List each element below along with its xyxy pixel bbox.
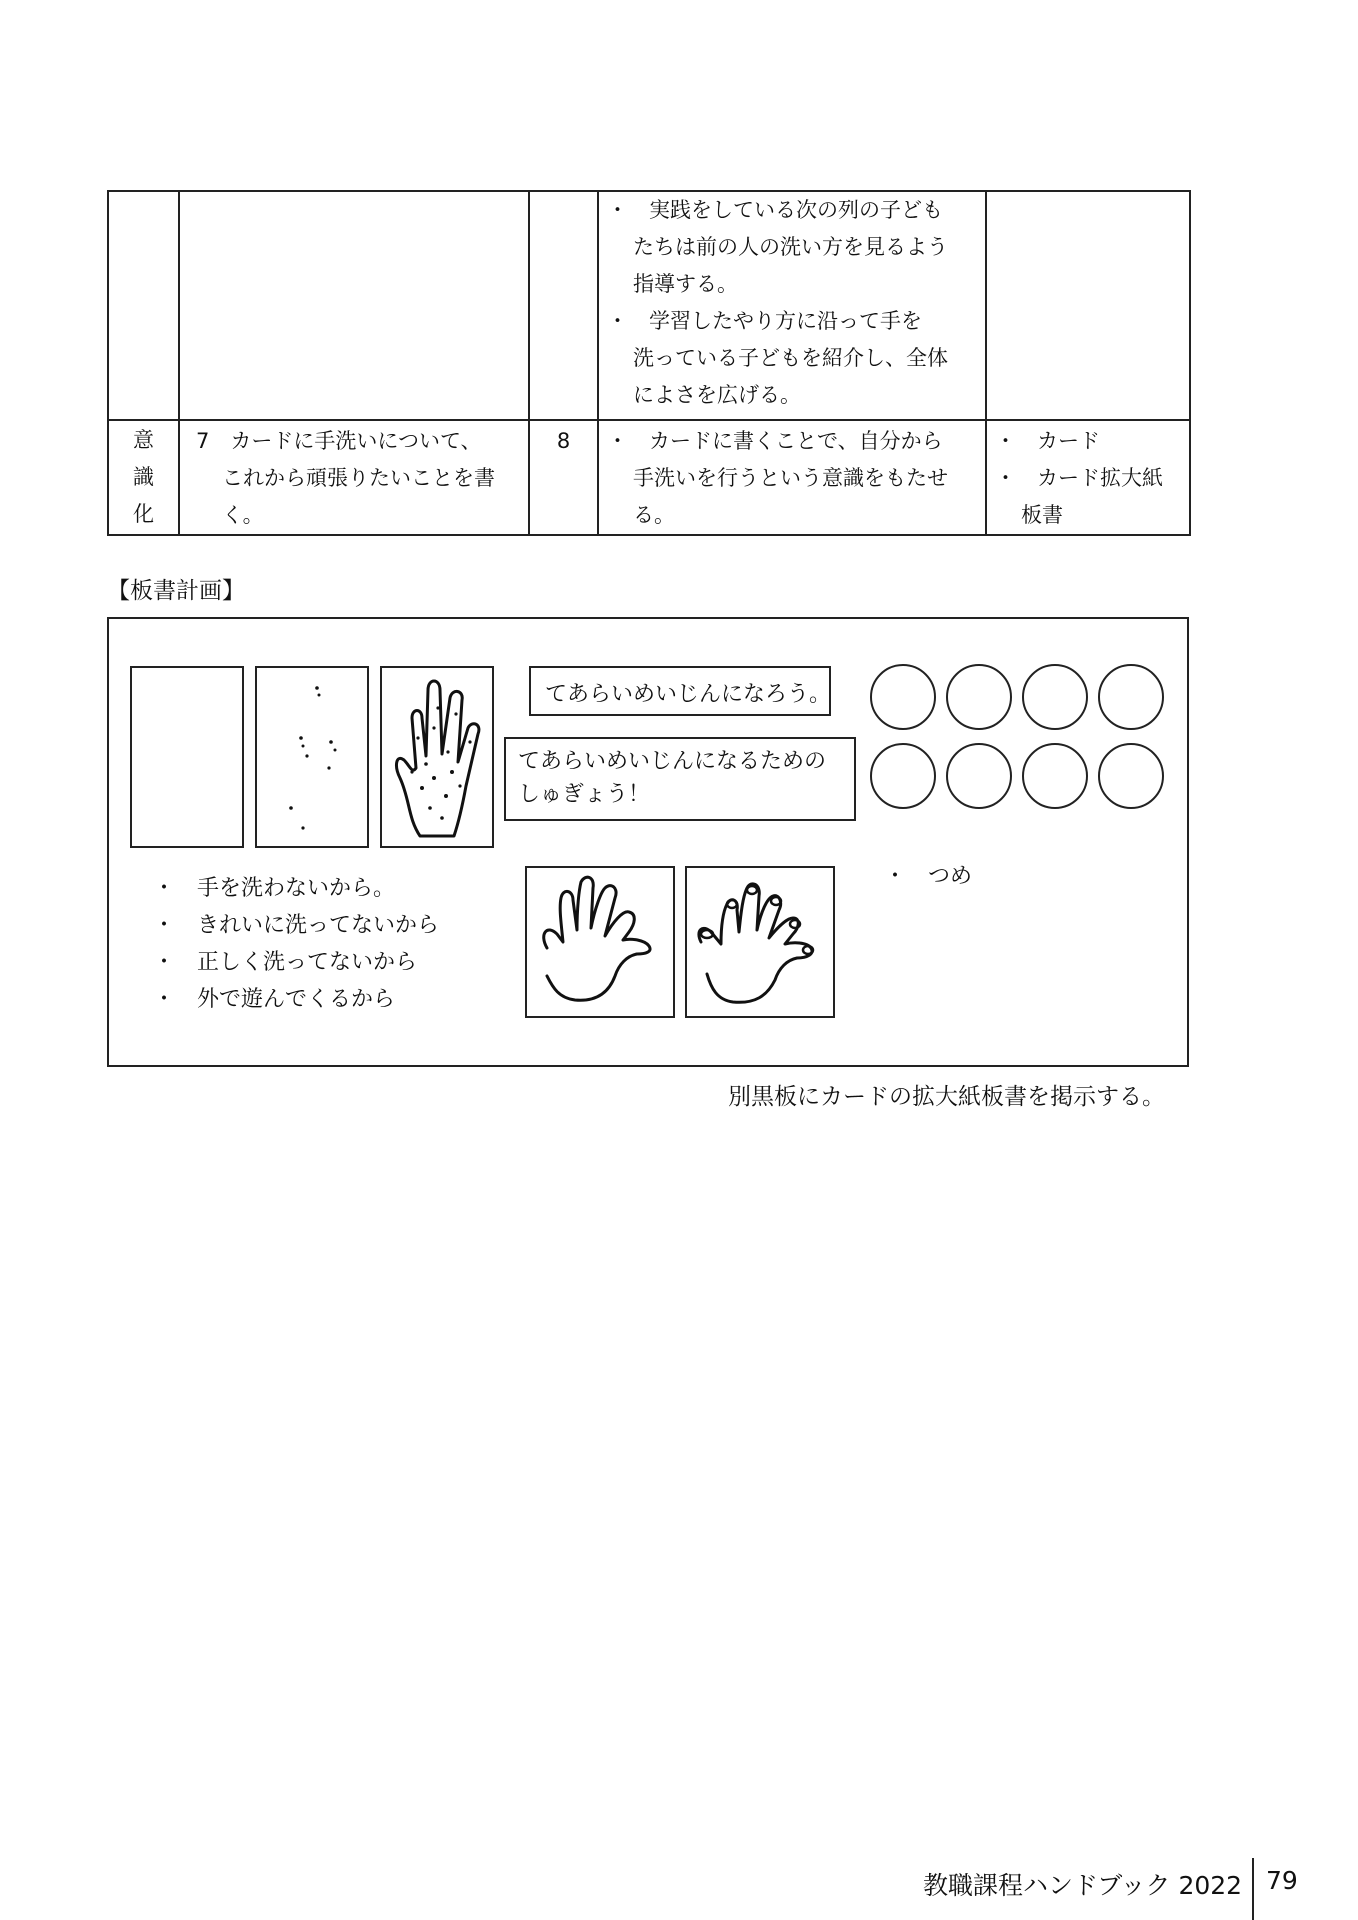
title-card	[529, 666, 831, 716]
footer-divider	[1252, 1858, 1254, 1920]
materials-cell	[986, 420, 1190, 535]
minutes-cell	[529, 420, 598, 535]
germ-dots-card	[255, 666, 369, 848]
materials-cell	[986, 191, 1190, 420]
activity-line: く。	[222, 503, 264, 527]
support-line: 指導する。	[633, 272, 738, 296]
section-title: 【板書計画】	[107, 578, 245, 604]
table-row	[108, 420, 1190, 535]
subtitle-card-line: しゅぎょう！	[518, 782, 651, 807]
minutes-value: 8	[556, 429, 571, 453]
hand-outline-icon	[527, 868, 673, 1016]
card-circle	[1098, 664, 1164, 730]
dirty-hand-card	[380, 666, 494, 848]
stage-char: 意	[133, 428, 154, 452]
activity-line: これから頑張りたいことを書	[222, 466, 495, 490]
card-circle	[870, 743, 936, 809]
subtitle-card	[504, 737, 856, 821]
minutes-cell	[529, 191, 598, 420]
support-line: ・ 学習したやり方に沿って手を	[607, 309, 922, 333]
board-note: 別黒板にカードの拡大紙板書を掲示する。	[728, 1084, 1165, 1110]
card-circle	[1022, 743, 1088, 809]
board-plan	[107, 617, 1189, 1067]
support-line: ・ カードに書くことで、自分から	[607, 429, 943, 453]
support-line: る。	[633, 503, 675, 527]
support-line: 洗っている子どもを紹介し、全体	[633, 346, 948, 370]
support-line: たちは前の人の洗い方を見るよう	[633, 235, 948, 259]
subtitle-card-line: てあらいめいじんになるための	[518, 749, 827, 774]
card-circle	[1022, 664, 1088, 730]
nail-hand-icon	[687, 868, 833, 1016]
stage-cell	[108, 191, 179, 420]
footer-book-title: 教職課程ハンドブック 2022	[923, 1871, 1243, 1900]
card-circle	[1098, 743, 1164, 809]
support-cell	[598, 420, 986, 535]
list-item: ・ 手を洗わないから。	[153, 876, 396, 901]
card-circle	[946, 743, 1012, 809]
stage-char: 識	[133, 465, 154, 489]
activity-cell	[179, 420, 529, 535]
support-line: 手洗いを行うという意識をもたせ	[633, 466, 948, 490]
material-line: ・ カード	[995, 429, 1100, 453]
nail-label: ・ つめ	[884, 864, 973, 889]
support-cell	[598, 191, 986, 420]
table-row	[108, 191, 1190, 420]
germ-dots-icon	[257, 668, 367, 846]
dirty-hand-icon	[382, 668, 492, 846]
material-line: 板書	[1021, 503, 1063, 527]
activity-cell	[179, 191, 529, 420]
lesson-plan-table	[107, 190, 1191, 536]
blank-card	[130, 666, 244, 848]
stage-cell	[108, 420, 179, 535]
title-card-text: てあらいめいじんになろう。	[545, 682, 832, 707]
list-item: ・ きれいに洗ってないから	[153, 913, 440, 938]
page-number: 79	[1266, 1866, 1298, 1895]
support-line: ・ 実践をしている次の列の子ども	[607, 198, 943, 222]
card-circle	[870, 664, 936, 730]
hand-outline-card	[525, 866, 675, 1018]
card-circle	[946, 664, 1012, 730]
material-line: ・ カード拡大紙	[995, 466, 1163, 490]
nail-hand-card	[685, 866, 835, 1018]
stage-char: 化	[133, 502, 154, 526]
activity-line: 7 カードに手洗いについて、	[196, 429, 482, 453]
list-item: ・ 外で遊んでくるから	[153, 987, 396, 1012]
support-line: によさを広げる。	[633, 383, 801, 407]
reasons-list	[153, 870, 439, 1018]
list-item: ・ 正しく洗ってないから	[153, 950, 418, 975]
